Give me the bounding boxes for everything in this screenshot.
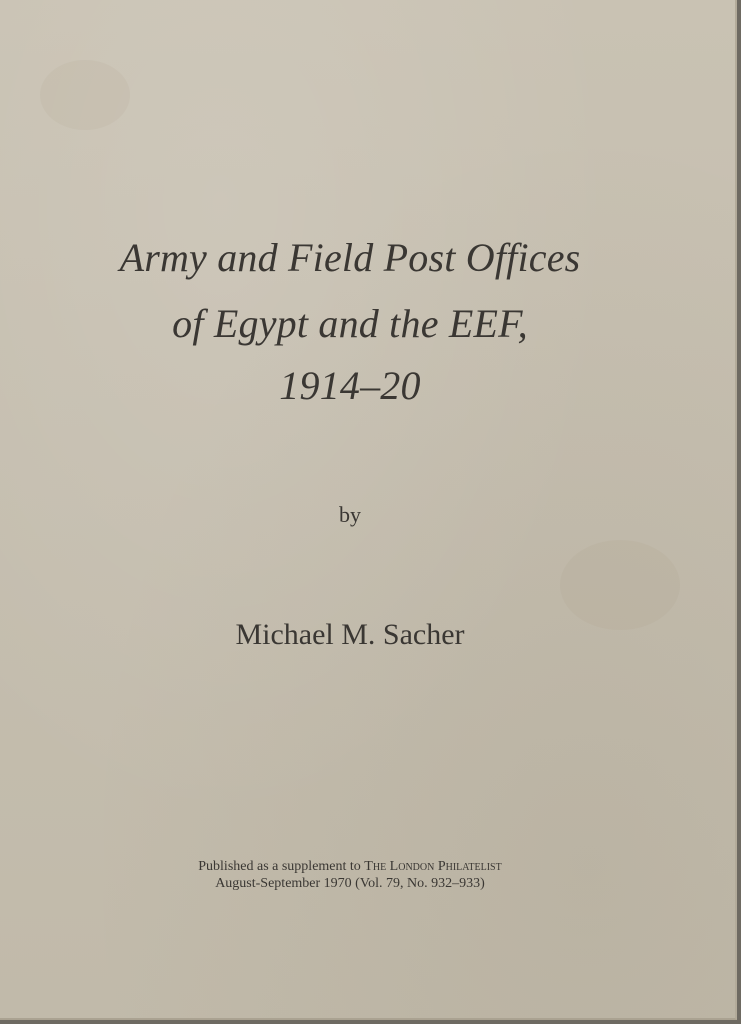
publication-note-line-2: August-September 1970 (Vol. 79, No. 932–933) [215, 876, 485, 891]
publication-prefix: Published as a supplement to [198, 859, 365, 874]
author-name: Michael M. Sacher [235, 618, 465, 651]
paper-stain [40, 60, 130, 130]
title-line-3: 1914–20 [279, 363, 421, 408]
title-line-2: of Egypt and the EEF, [172, 301, 528, 346]
paper-stain [560, 540, 680, 630]
title-line-1: Army and Field Post Offices [119, 235, 581, 280]
publication-note-line-1 [0, 858, 700, 876]
byline: by [339, 502, 361, 527]
journal-name: The London Philatelist [364, 859, 502, 874]
